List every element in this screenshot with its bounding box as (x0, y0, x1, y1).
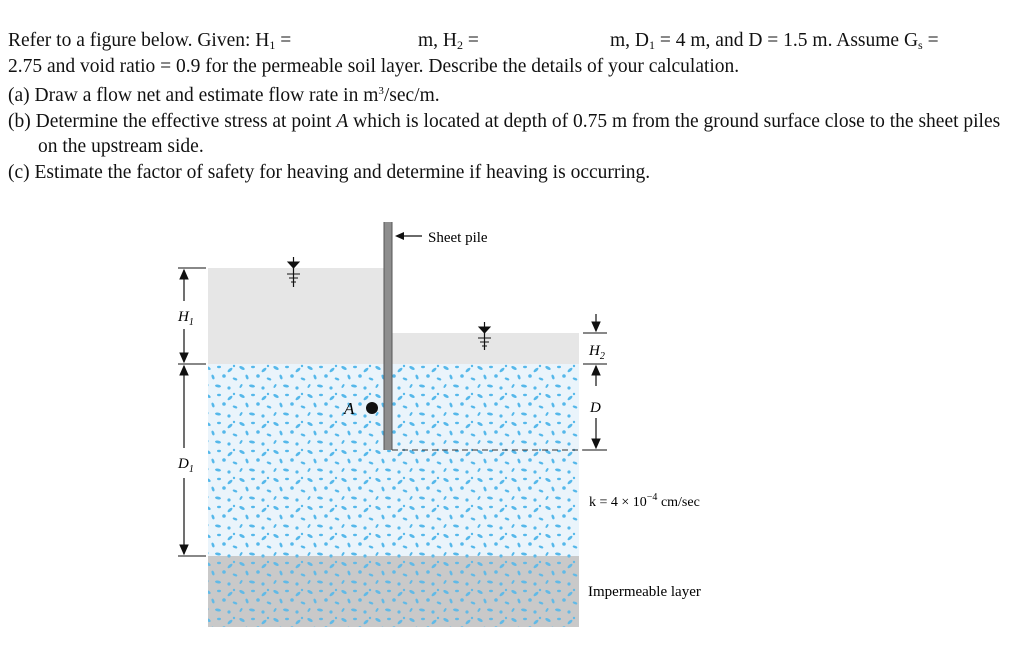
d1-label: $D_1$ (178, 456, 194, 475)
problem-line-2: 2.75 and void ratio = 0.9 for the permeable soil layer. Describe the details of your calculation. (8, 55, 740, 77)
h2-given-text: m, H (418, 30, 457, 51)
d1-given-text: m, D (610, 30, 649, 51)
d-dimension (583, 418, 607, 450)
sheet-pile-label: Sheet pile (428, 230, 488, 246)
impermeable-layer-label: Impermeable layer (588, 584, 701, 600)
point-a-marker (366, 402, 378, 414)
permeability-label: $k = 4 \times 10^{-4}$ cm/sec (589, 492, 700, 510)
d-label: D (590, 400, 601, 416)
sheet-pile (384, 222, 392, 450)
question-c: (c) Estimate the factor of safety for heaving and determine if heaving is occurring. (8, 161, 651, 183)
question-a: (a) Draw a flow net and estimate flow rate in $m^3/\sec/m$. (8, 85, 440, 106)
sheet-pile-arrow-icon (395, 232, 404, 240)
point-a-label: A (344, 399, 355, 418)
sheet-pile-figure (0, 205, 1024, 671)
given-text: Refer to a figure below. Given: H (8, 30, 270, 51)
problem-line-1: Refer to a figure below. Given: $H_1$ = m, $H_2$ = m, $D_1 = 4$ m, and D = 1.5 m. Assume $G_s$ = (8, 30, 939, 52)
h1-label: $H_1$ (178, 309, 194, 328)
h2-label: $H_2$ (589, 343, 605, 362)
question-b: (b) Determine the effective stress at point A which is located at depth of 0.75 m from the ground surface close to the sheet piles on the upstream side. (8, 110, 1001, 157)
problem-statement (8, 28, 1013, 185)
